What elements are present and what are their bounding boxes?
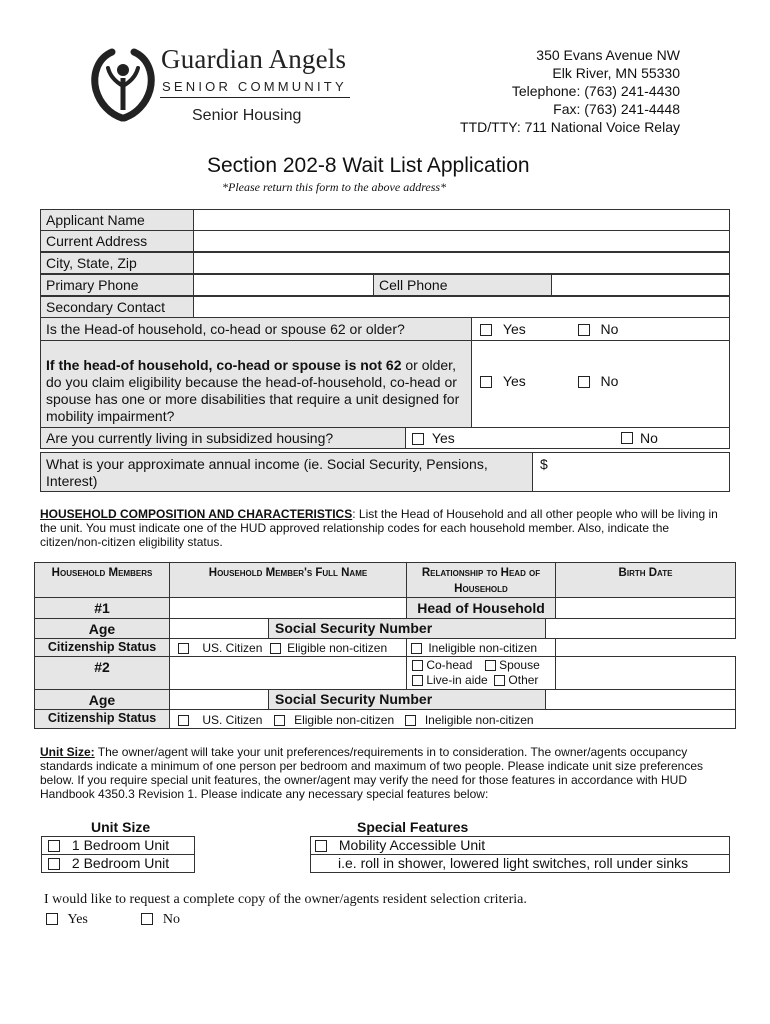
address-block <box>460 46 680 136</box>
current-address-field[interactable] <box>193 230 730 252</box>
member-1-ineligible-option <box>406 638 556 657</box>
logo-housing: Senior Housing <box>192 107 302 124</box>
disability-question-text: or older, do you claim eligibility because the head-of-household, co-head or spouse has one or more disabilities that require a unit designed for mobility impairment? <box>46 357 460 424</box>
city-state-zip-label: City, State, Zip <box>40 252 194 274</box>
member-2-birthdate-field[interactable] <box>555 656 736 690</box>
household-intro-text: : List the Head of Household and all other people who will be living in the unit. You must indicate one of the HUD approved relationship codes for each household member. Also, indicate the citizen/non-citizen eligibility status. <box>40 507 718 549</box>
logo-divider <box>160 97 350 98</box>
m2-cohead-checkbox[interactable] <box>412 660 423 671</box>
one-bedroom-checkbox[interactable] <box>48 840 60 852</box>
member-1-birthdate-field[interactable] <box>555 597 736 619</box>
disability-answer <box>471 340 730 428</box>
disability-yes-label: Yes <box>502 373 526 389</box>
current-address-label: Current Address <box>40 230 194 252</box>
cell-phone-field[interactable] <box>551 274 730 296</box>
m2-ineligible-checkbox[interactable] <box>405 715 416 726</box>
address-line: Telephone: (763) 241-4430 <box>511 83 680 99</box>
member-1-relationship: Head of Household <box>406 597 556 619</box>
member-2-citizenship-options <box>169 709 736 729</box>
unit-size-paragraph <box>40 745 730 801</box>
disability-no-label: No <box>600 373 619 389</box>
page-subtitle: *Please return this form to the above address* <box>222 180 447 194</box>
m2-ineligible-label: Ineligible non-citizen <box>424 713 534 727</box>
disability-question-bold: If the head-of household, co-head or spouse is not 62 <box>46 357 402 373</box>
m2-other-label: Other <box>508 673 539 687</box>
m2-spouse-label: Spouse <box>499 658 540 672</box>
m2-eligible-checkbox[interactable] <box>274 715 285 726</box>
logo-subtitle: SENIOR COMMUNITY <box>162 79 347 94</box>
member-1-name-field[interactable] <box>169 597 407 619</box>
m2-livein-label: Live-in aide <box>426 673 488 687</box>
two-bedroom-row <box>41 854 195 873</box>
member-2-age-label: Age <box>34 689 170 710</box>
member-2-ssn-label: Social Security Number <box>268 689 546 710</box>
col-household-members: Household Members <box>34 562 170 598</box>
request-no-checkbox[interactable] <box>141 913 153 925</box>
age-no-label: No <box>600 321 619 337</box>
address-line: 350 Evans Avenue NW <box>536 47 680 63</box>
member-2-relationship-options <box>406 656 556 690</box>
city-state-zip-field[interactable] <box>193 252 730 274</box>
one-bedroom-label: 1 Bedroom Unit <box>71 837 170 853</box>
applicant-name-label: Applicant Name <box>40 209 194 231</box>
member-2-age-field[interactable] <box>169 689 269 710</box>
primary-phone-label: Primary Phone <box>40 274 194 296</box>
m2-other-checkbox[interactable] <box>494 675 505 686</box>
two-bedroom-checkbox[interactable] <box>48 858 60 870</box>
income-field[interactable] <box>532 452 730 492</box>
special-features-title: Special Features <box>357 819 469 835</box>
m2-livein-checkbox[interactable] <box>412 675 423 686</box>
two-bedroom-label: 2 Bedroom Unit <box>71 855 170 871</box>
subsidized-yes-checkbox[interactable] <box>412 433 424 445</box>
address-line: Fax: (763) 241-4448 <box>553 101 680 117</box>
m2-spouse-checkbox[interactable] <box>485 660 496 671</box>
subsidized-no-checkbox[interactable] <box>621 432 633 444</box>
m1-us-citizen-checkbox[interactable] <box>178 643 189 654</box>
m1-us-citizen-label: US. Citizen <box>202 641 263 655</box>
mobility-row <box>310 836 730 855</box>
income-question: What is your approximate annual income (ie. Social Security, Pensions, Interest) <box>40 452 533 492</box>
m2-us-citizen-label: US. Citizen <box>202 713 263 727</box>
m1-ineligible-checkbox[interactable] <box>411 643 422 654</box>
age-yes-label: Yes <box>502 321 526 337</box>
address-line: TTD/TTY: 711 National Voice Relay <box>460 119 680 135</box>
col-birth-date: Birth Date <box>555 562 736 598</box>
angel-logo-icon <box>88 44 158 124</box>
logo <box>88 44 158 124</box>
disability-yes-checkbox[interactable] <box>480 376 492 388</box>
features-example: i.e. roll in shower, lowered light switches, roll under sinks <box>310 854 730 873</box>
request-options <box>46 912 180 928</box>
unit-size-title: Unit Size <box>91 819 151 835</box>
household-intro <box>40 507 720 549</box>
request-no-label: No <box>162 912 180 927</box>
subsidized-yes-label: Yes <box>431 430 455 446</box>
age-no-checkbox[interactable] <box>578 324 590 336</box>
page-title: Section 202-8 Wait List Application <box>207 154 530 177</box>
mobility-checkbox[interactable] <box>315 840 327 852</box>
member-1-age-label: Age <box>34 618 170 639</box>
m1-ineligible-label: Ineligible non-citizen <box>428 641 538 655</box>
age-answer <box>471 317 730 341</box>
member-1-citizenship-options <box>169 638 407 657</box>
disability-question <box>40 340 472 428</box>
subsidized-no-label: No <box>640 430 658 446</box>
mobility-label: Mobility Accessible Unit <box>338 837 486 853</box>
applicant-name-field[interactable] <box>193 209 730 231</box>
address-line: Elk River, MN 55330 <box>552 65 680 81</box>
subsidized-question: Are you currently living in subsidized housing? <box>40 427 406 449</box>
col-relationship: Relationship to Head of Household <box>406 562 556 598</box>
primary-phone-field[interactable] <box>193 274 374 296</box>
member-1-ssn-field[interactable] <box>545 618 736 639</box>
m2-us-citizen-checkbox[interactable] <box>178 715 189 726</box>
dollar-sign: $ <box>540 456 548 472</box>
m1-eligible-checkbox[interactable] <box>270 643 281 654</box>
unit-size-text: The owner/agent will take your unit preferences/requirements in to consideration. The owner/agents occupancy standards indicate a minimum of one person per bedroom and maximum of two people. Please indicate unit size preferences below. If you require special unit features, the owner/agent may verify the need for those features in accordance with HUD Handbook 4350.3 Revision 1. Please indicate any necessary special features below: <box>40 745 704 801</box>
age-question: Is the Head-of household, co-head or spouse 62 or older? <box>40 317 472 341</box>
m2-cohead-label: Co-head <box>426 658 473 672</box>
secondary-contact-label: Secondary Contact <box>40 296 194 318</box>
member-1-age-field[interactable] <box>169 618 269 639</box>
unit-size-heading: Unit Size: <box>40 745 95 759</box>
m2-eligible-label: Eligible non-citizen <box>294 713 395 727</box>
cell-phone-label: Cell Phone <box>373 274 552 296</box>
request-text: I would like to request a complete copy of the owner/agents resident selection criteria. <box>44 892 527 907</box>
logo-name: Guardian Angels <box>161 44 347 74</box>
member-1-label: #1 <box>34 597 170 619</box>
member-2-ssn-field[interactable] <box>545 689 736 710</box>
member-1-ssn-label: Social Security Number <box>268 618 546 639</box>
household-heading: HOUSEHOLD COMPOSITION AND CHARACTERISTICS <box>40 507 353 521</box>
member-2-name-field[interactable] <box>169 656 407 690</box>
one-bedroom-row <box>41 836 195 855</box>
member-1-citizenship-label: Citizenship Status <box>34 638 170 657</box>
member-2-label: #2 <box>34 656 170 690</box>
age-yes-checkbox[interactable] <box>480 324 492 336</box>
secondary-contact-field[interactable] <box>193 296 730 318</box>
member-2-citizenship-label: Citizenship Status <box>34 709 170 729</box>
col-full-name: Household Member's Full Name <box>169 562 407 598</box>
m1-eligible-label: Eligible non-citizen <box>287 641 388 655</box>
request-yes-checkbox[interactable] <box>46 913 58 925</box>
subsidized-answer <box>405 427 730 449</box>
disability-no-checkbox[interactable] <box>578 376 590 388</box>
request-yes-label: Yes <box>67 912 88 927</box>
